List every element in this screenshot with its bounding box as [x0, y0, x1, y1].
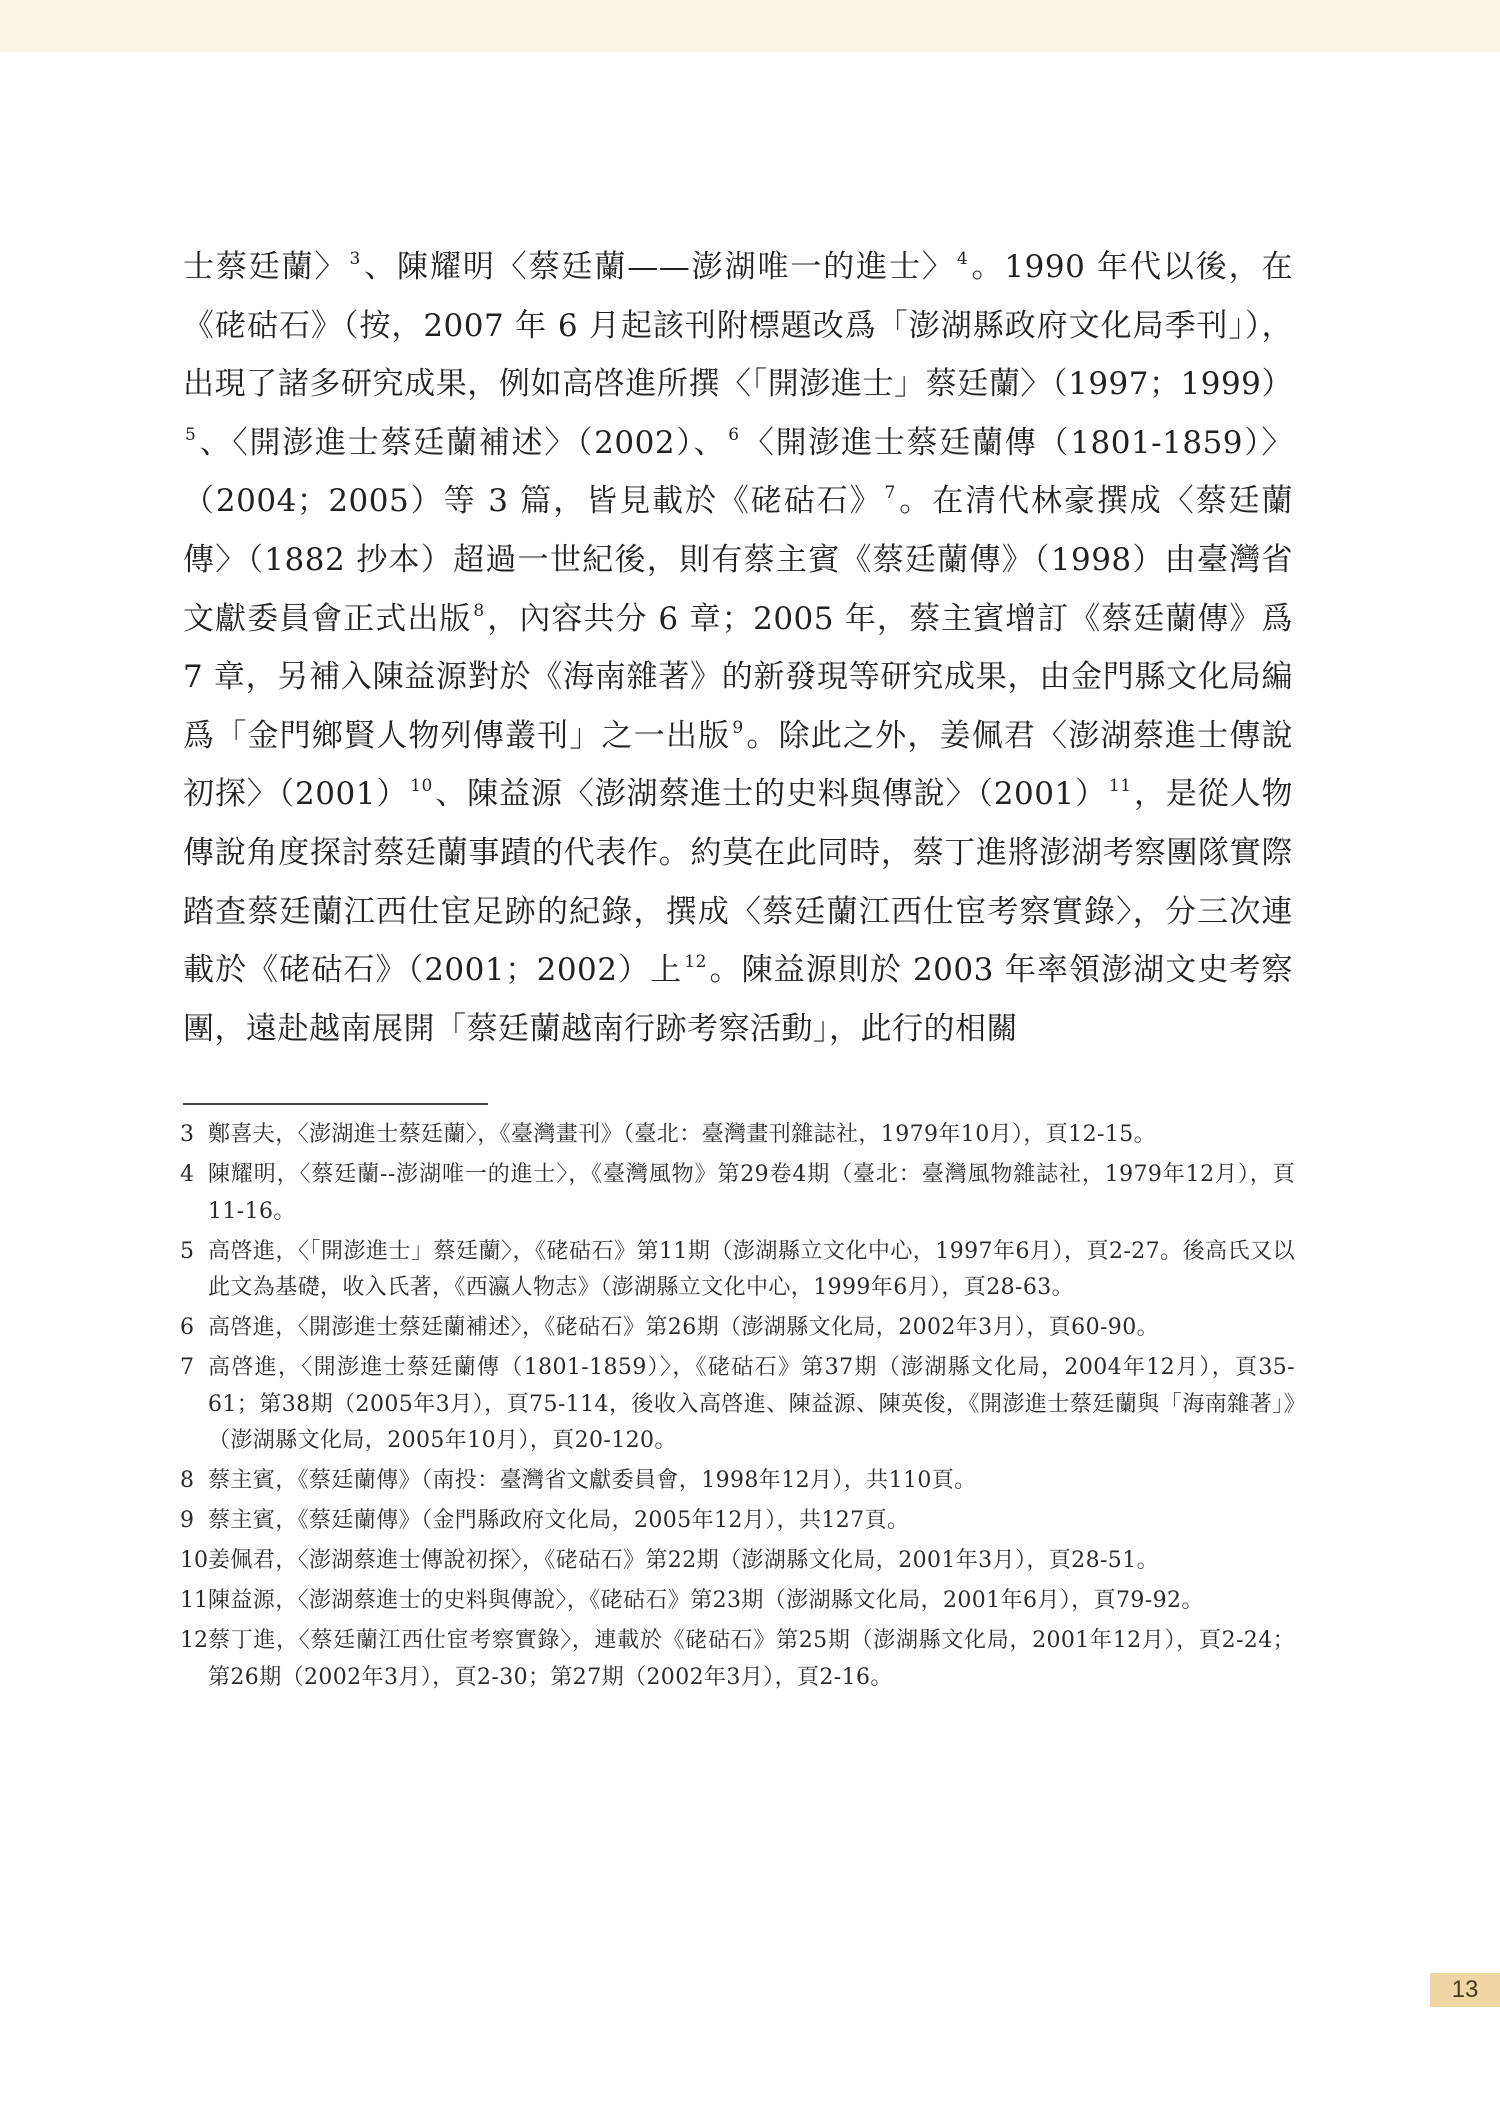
body-text-segment: 〈開澎進士蔡廷蘭傳（1801-1859）〉（2004；2005）等 3 篇，皆見載於《硓𥑮石》: [183, 424, 1293, 520]
footnote-text: 陳益源，〈澎湖蔡進士的史料與傳說〉，《硓𥑮石》第23期（澎湖縣文化局，2001年6月），頁79-92。: [208, 1588, 1204, 1613]
footnote-ref-12[interactable]: 12: [684, 952, 707, 973]
footnote-ref-5[interactable]: 5: [185, 424, 197, 445]
body-paragraph: [183, 238, 1293, 1058]
body-text: [183, 238, 1293, 1058]
footnotes: [180, 1117, 1295, 1700]
footnote-5: [180, 1234, 1295, 1307]
footnote-10: [180, 1543, 1295, 1580]
footnote-number: 6: [180, 1315, 194, 1340]
body-text-segment: ，內容共分 6 章；2005 年，蔡主賓增訂《蔡廷蘭傳》爲 7 章，另補入陳益源對於《海南雜著》的新發現等研究成果，由金門縣文化局編爲「金門鄉賢人物列傳叢刊」之一出版: [183, 600, 1293, 754]
footnote-text: 蔡丁進，〈蔡廷蘭江西仕宦考察實錄〉，連載於《硓𥑮石》第25期（澎湖縣文化局，2001年12月），頁2-24；第26期（2002年3月），頁2-30；第27期（2002年3月），頁2-16。: [208, 1628, 1295, 1690]
footnote-divider: [183, 1103, 488, 1105]
body-text-segment: 。除此之外，姜佩君〈澎湖蔡進士傳說初探〉（2001）: [183, 717, 1294, 813]
footnote-number: 7: [180, 1355, 194, 1380]
footnote-ref-6[interactable]: 6: [728, 424, 740, 445]
footnote-9: [180, 1503, 1295, 1540]
top-color-band: [0, 0, 1500, 52]
body-text-segment: 。陳益源則於 2003 年率領澎湖文史考察團，遠赴越南展開「蔡廷蘭越南行跡考察活動」，此行的相關: [183, 952, 1293, 1047]
footnote-number: 9: [180, 1508, 194, 1533]
body-text-segment: 、〈開澎進士蔡廷蘭補述〉（2002）、: [198, 424, 727, 461]
footnote-text: 高啓進，〈開澎進士蔡廷蘭傳（1801-1859）〉，《硓𥑮石》第37期（澎湖縣文化局，2004年12月），頁35-61；第38期（2005年3月），頁75-114，後收入高啓進、陳益源、陳英俊，《開澎進士蔡廷蘭與「海南雜著」》（澎湖縣文化局，2005年10月），頁20-120。: [208, 1355, 1295, 1453]
footnote-number: 5: [180, 1238, 194, 1264]
footnote-number: 3: [180, 1122, 194, 1147]
footnote-ref-7[interactable]: 7: [884, 483, 896, 504]
footnote-text: 姜佩君，〈澎湖蔡進士傳說初探〉，《硓𥑮石》第22期（澎湖縣文化局，2001年3月），頁28-51。: [208, 1548, 1160, 1573]
footnote-ref-9[interactable]: 9: [732, 717, 744, 738]
footnote-number: 10: [180, 1548, 208, 1573]
footnote-11: [180, 1583, 1295, 1620]
footnote-text: 高啓進，〈開澎進士蔡廷蘭補述〉，《硓𥑮石》第26期（澎湖縣文化局，2002年3月），頁60-90。: [208, 1315, 1160, 1340]
page-number: 13: [1430, 1973, 1500, 2007]
footnote-8: [180, 1463, 1295, 1500]
body-text-segment: ，是從人物傳說角度探討蔡廷蘭事蹟的代表作。約莫在此同時，蔡丁進將澎湖考察團隊實際踏查蔡廷蘭江西仕宦足跡的紀錄，撰成〈蔡廷蘭江西仕宦考察實錄〉，分三次連載於《硓𥑮石》（2001；2002）上: [183, 776, 1294, 989]
footnote-number: 8: [180, 1468, 194, 1493]
footnote-text: 陳耀明，〈蔡廷蘭--澎湖唯一的進士〉，《臺灣風物》第29卷4期（臺北：臺灣風物雜誌社，1979年12月），頁11-16。: [208, 1162, 1295, 1224]
footnote-ref-3[interactable]: 3: [349, 249, 361, 269]
footnote-number: 4: [180, 1162, 194, 1187]
footnote-text: 蔡主賓，《蔡廷蘭傳》（金門縣政府文化局，2005年12月），共127頁。: [208, 1508, 910, 1533]
footnote-4: [180, 1157, 1295, 1230]
footnote-text: 蔡主賓，《蔡廷蘭傳》（南投：臺灣省文獻委員會，1998年12月），共110頁。: [208, 1468, 977, 1493]
footnote-number: 12: [180, 1628, 208, 1653]
footnote-ref-8[interactable]: 8: [473, 600, 485, 621]
body-text-segment: 、陳益源〈澎湖蔡進士的史料與傳說〉（2001）: [434, 776, 1107, 813]
footnote-6: [180, 1310, 1295, 1347]
footnote-text: 鄭喜夫，〈澎湖進士蔡廷蘭〉，《臺灣畫刊》（臺北：臺灣畫刊雜誌社，1979年10月），頁12-15。: [208, 1122, 1157, 1147]
footnote-ref-4[interactable]: 4: [956, 249, 969, 269]
footnote-3: [180, 1117, 1295, 1154]
footnote-ref-10[interactable]: 10: [410, 776, 433, 797]
body-text-segment: 、陳耀明〈蔡廷蘭——澎湖唯一的進士〉: [362, 249, 955, 285]
body-text-segment: 。1990 年代以後，在《硓𥑮石》（按，2007 年 6 月起該刊附標題改爲「澎湖縣政府文化局季刊」），出現了諸多研究成果，例如高啓進所撰〈「開澎進士」蔡廷蘭〉（1997；1999）: [183, 249, 1294, 403]
footnote-number: 11: [180, 1588, 208, 1613]
footnote-ref-11[interactable]: 11: [1108, 776, 1132, 797]
footnote-12: [180, 1623, 1295, 1696]
footnote-7: [180, 1350, 1295, 1460]
body-text-segment: 。在清代林豪撰成〈蔡廷蘭傳〉（1882 抄本）超過一世紀後，則有蔡主賓《蔡廷蘭傳》（1998）由臺灣省文獻委員會正式出版: [183, 483, 1293, 637]
footnote-text: 高啓進，〈「開澎進士」蔡廷蘭〉，《硓𥑮石》第11期（澎湖縣立文化中心，1997年6月），頁2-27。後高氏又以此文為基礎，收入氏著，《西瀛人物志》（澎湖縣立文化中心，1999年6月），頁28-63。: [208, 1238, 1295, 1300]
body-text-segment: 士蔡廷蘭〉: [183, 249, 348, 285]
